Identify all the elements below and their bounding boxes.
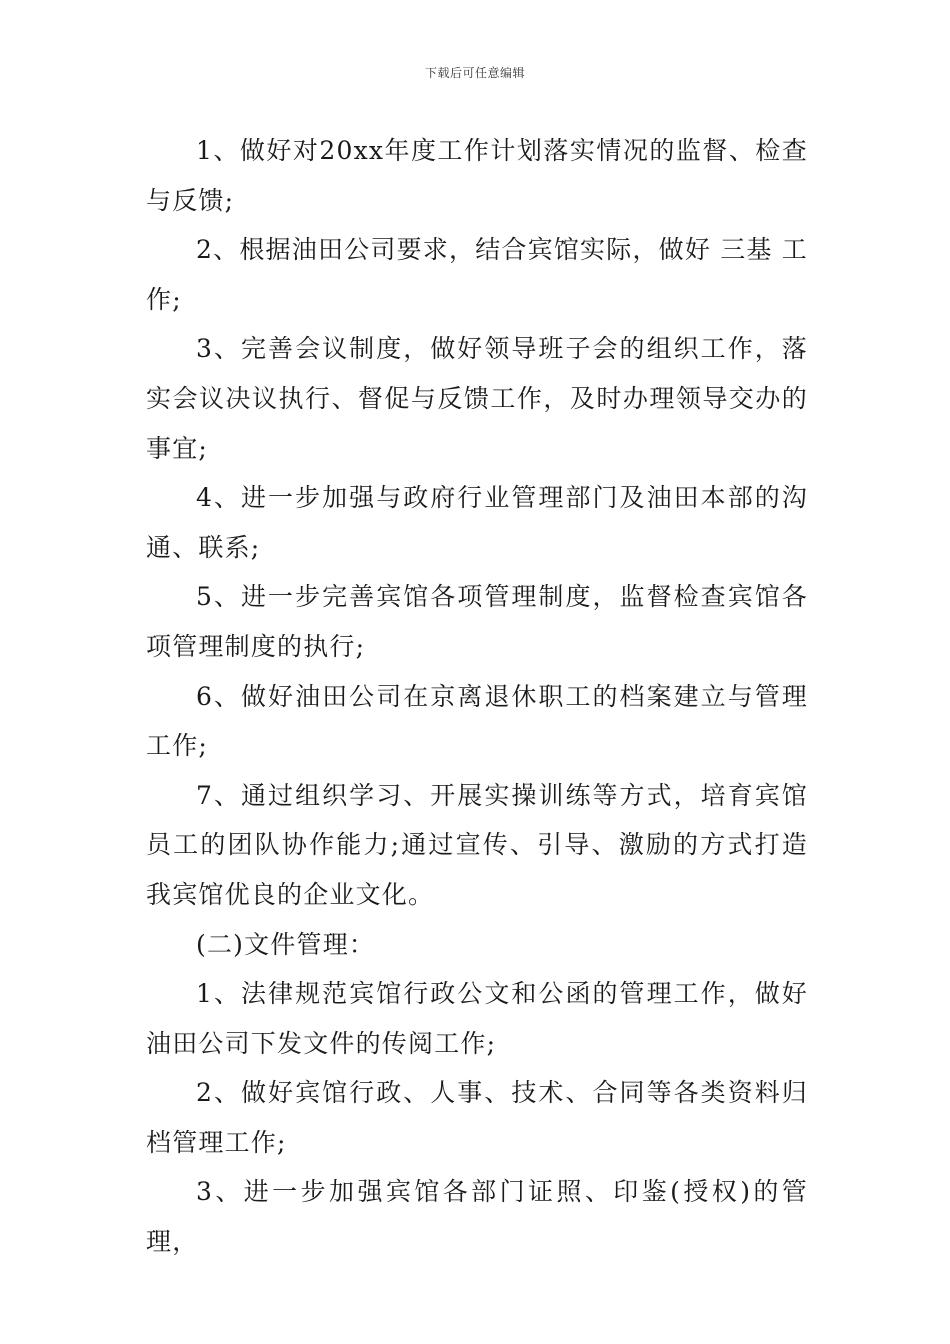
paragraph-1: 1、做好对20xx年度工作计划落实情况的监督、检查与反馈;: [146, 136, 808, 215]
paragraph-5: 5、进一步完善宾馆各项管理制度，监督检查宾馆各项管理制度的执行;: [146, 582, 808, 661]
paragraph-6: 6、做好油田公司在京离退休职工的档案建立与管理工作;: [146, 681, 808, 761]
paragraph-3: 3、完善会议制度，做好领导班子会的组织工作，落实会议决议执行、督促与反馈工作，及时办理领导交办的事宜;: [146, 334, 808, 463]
section-heading-file-management: (二)文件管理：: [196, 929, 376, 959]
page-header: 下载后可任意编辑: [424, 66, 525, 80]
paragraph-4: 4、进一步加强与政府行业管理部门及油田本部的沟通、联系;: [146, 483, 808, 562]
document-body: [146, 126, 808, 1267]
paragraph-8: 1、法律规范宾馆行政公文和公函的管理工作，做好油田公司下发文件的传阅工作;: [146, 979, 808, 1058]
paragraph-10: 3、进一步加强宾馆各部门证照、印鉴(授权)的管理，: [146, 1177, 808, 1257]
paragraph-9: 2、做好宾馆行政、人事、技术、合同等各类资料归档管理工作;: [146, 1078, 808, 1157]
paragraph-2: 2、根据油田公司要求，结合宾馆实际，做好 三基 工作;: [146, 235, 808, 314]
paragraph-7: 7、通过组织学习、开展实操训练等方式，培育宾馆员工的团队协作能力;通过宣传、引导、激励的方式打造我宾馆优良的企业文化。: [146, 780, 808, 909]
